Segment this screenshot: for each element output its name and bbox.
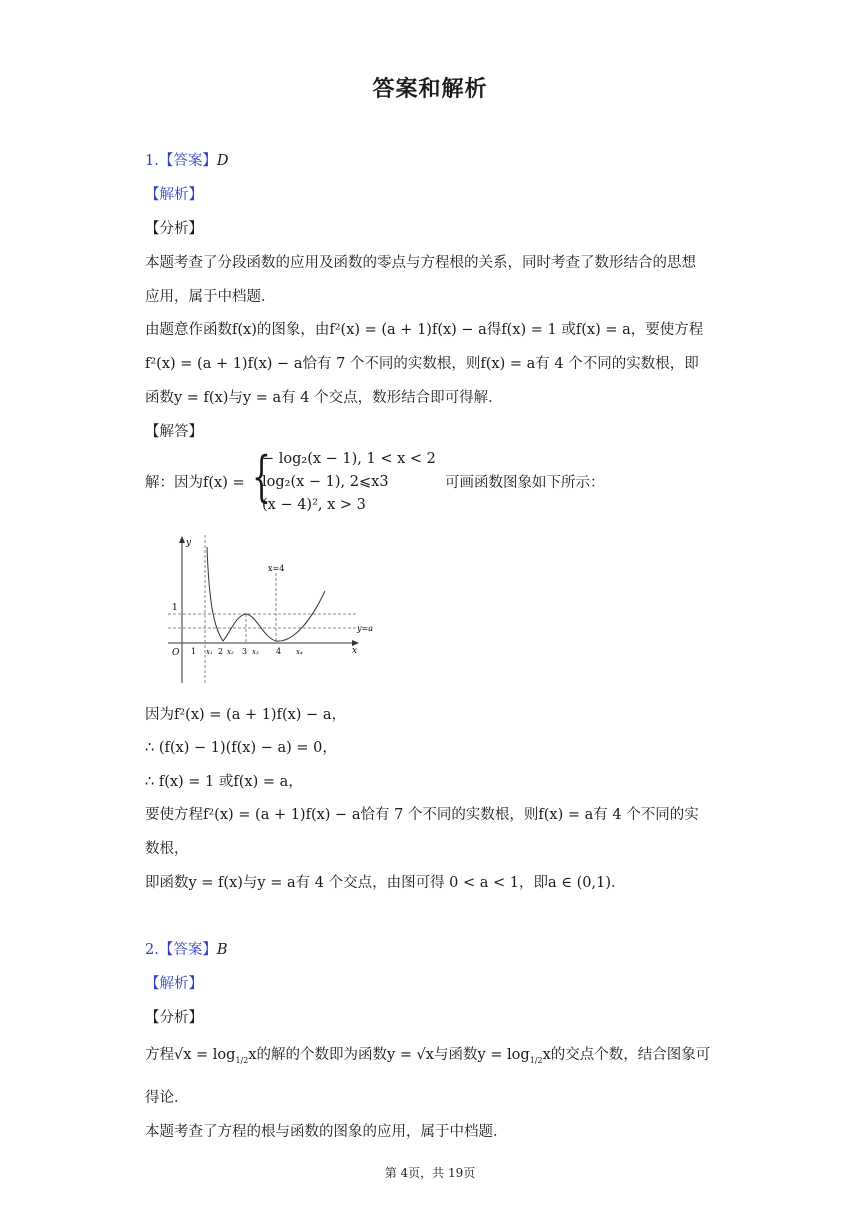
y-one-label: 1 <box>172 603 178 613</box>
q2-answer-label: 2.【答案】 <box>145 942 217 958</box>
q2-text-part-a: 方程√x = log <box>145 1047 236 1063</box>
q2-log-base-1: 1/2 <box>235 1055 249 1065</box>
ya-label: y=a <box>357 624 373 633</box>
q2-answer-line <box>145 940 228 960</box>
q1-fenxi-text-5: 函数y = f(x)与y = a有 4 个交点，数形结合即可得解． <box>145 390 503 406</box>
q2-fenxi-heading: 【分析】 <box>145 1010 203 1026</box>
tick-x3: x₃ <box>252 648 259 656</box>
q1-solution-prefix: 解：因为f(x) = <box>145 475 245 491</box>
q1-step-3: ∴ f(x) = 1 或f(x) = a， <box>145 774 303 790</box>
q2-text-part-c: x的交点个数，结合图象可 <box>542 1047 711 1063</box>
tick-x2: x₂ <box>227 648 234 656</box>
tick-x4: x₄ <box>296 648 303 656</box>
q1-step-1: 因为f²(x) = (a + 1)f(x) − a， <box>145 707 346 723</box>
tick-3: 3 <box>242 647 248 656</box>
piecewise-case-1: − log₂(x − 1), 1 < x < 2 <box>262 451 436 467</box>
q1-step-4: 要使方程f²(x) = (a + 1)f(x) − a恰有 7 个不同的实数根，则f(x) = a有 4 个不同的实 <box>145 807 699 823</box>
page-title: 答案和解析 <box>372 77 488 102</box>
q2-jiexi-heading: 【解析】 <box>145 976 203 992</box>
piecewise-brace: { <box>252 445 271 508</box>
q2-fenxi-text-3: 本题考查了方程的根与函数的图象的应用，属于中档题． <box>145 1124 508 1140</box>
q2-fenxi-text-2: 得论． <box>145 1090 189 1106</box>
tick-1: 1 <box>191 647 197 656</box>
q1-answer-value: D <box>216 153 229 169</box>
q2-fenxi-text-1 <box>145 1045 710 1071</box>
q1-fenxi-heading: 【分析】 <box>145 221 203 237</box>
origin-label: O <box>172 648 180 658</box>
q2-answer-value: B <box>216 942 228 958</box>
q1-solution-suffix: 可画函数图象如下所示： <box>445 475 605 491</box>
piecewise-case-3: (x − 4)², x > 3 <box>262 497 366 513</box>
y-axis-label: y <box>186 538 192 548</box>
function-curve <box>207 547 325 641</box>
page-footer: 第 4页，共 19页 <box>384 1166 476 1180</box>
q1-step-6: 即函数y = f(x)与y = a有 4 个交点，由图可得 0 < a < 1，即a ∈ (0,1)． <box>145 875 626 891</box>
q1-jiexi-heading: 【解析】 <box>145 187 203 203</box>
q1-step-2: ∴ (f(x) − 1)(f(x) − a) = 0， <box>145 740 337 756</box>
q1-fenxi-text-4: f²(x) = (a + 1)f(x) − a恰有 7 个不同的实数根，则f(x) = a有 4 个不同的实数根，即 <box>145 356 699 372</box>
q1-jieda-heading: 【解答】 <box>145 424 203 440</box>
function-graph <box>160 533 390 688</box>
tick-4: 4 <box>276 647 282 656</box>
q2-log-base-2: 1/2 <box>529 1055 543 1065</box>
q1-step-5: 数根， <box>145 841 189 857</box>
x-axis-label: x <box>352 646 358 656</box>
y-axis-arrow <box>179 536 185 543</box>
q1-fenxi-text-3: 由题意作函数f(x)的图象，由f²(x) = (a + 1)f(x) − a得f(x) = 1 或f(x) = a，要使方程 <box>145 322 704 338</box>
tick-2: 2 <box>218 647 224 656</box>
q1-answer-line <box>145 151 228 171</box>
x4-line-label: x=4 <box>268 564 285 573</box>
q1-fenxi-text-1: 本题考查了分段函数的应用及函数的零点与方程根的关系，同时考查了数形结合的思想 <box>145 255 696 271</box>
piecewise-case-2: log₂(x − 1), 2⩽x3 <box>262 474 389 490</box>
q1-answer-label: 1.【答案】 <box>145 153 217 169</box>
q1-fenxi-text-2: 应用，属于中档题． <box>145 289 276 305</box>
tick-x1: x₁ <box>206 648 213 656</box>
q2-text-part-b: x的解的个数即为函数y = √x与函数y = log <box>248 1047 530 1063</box>
